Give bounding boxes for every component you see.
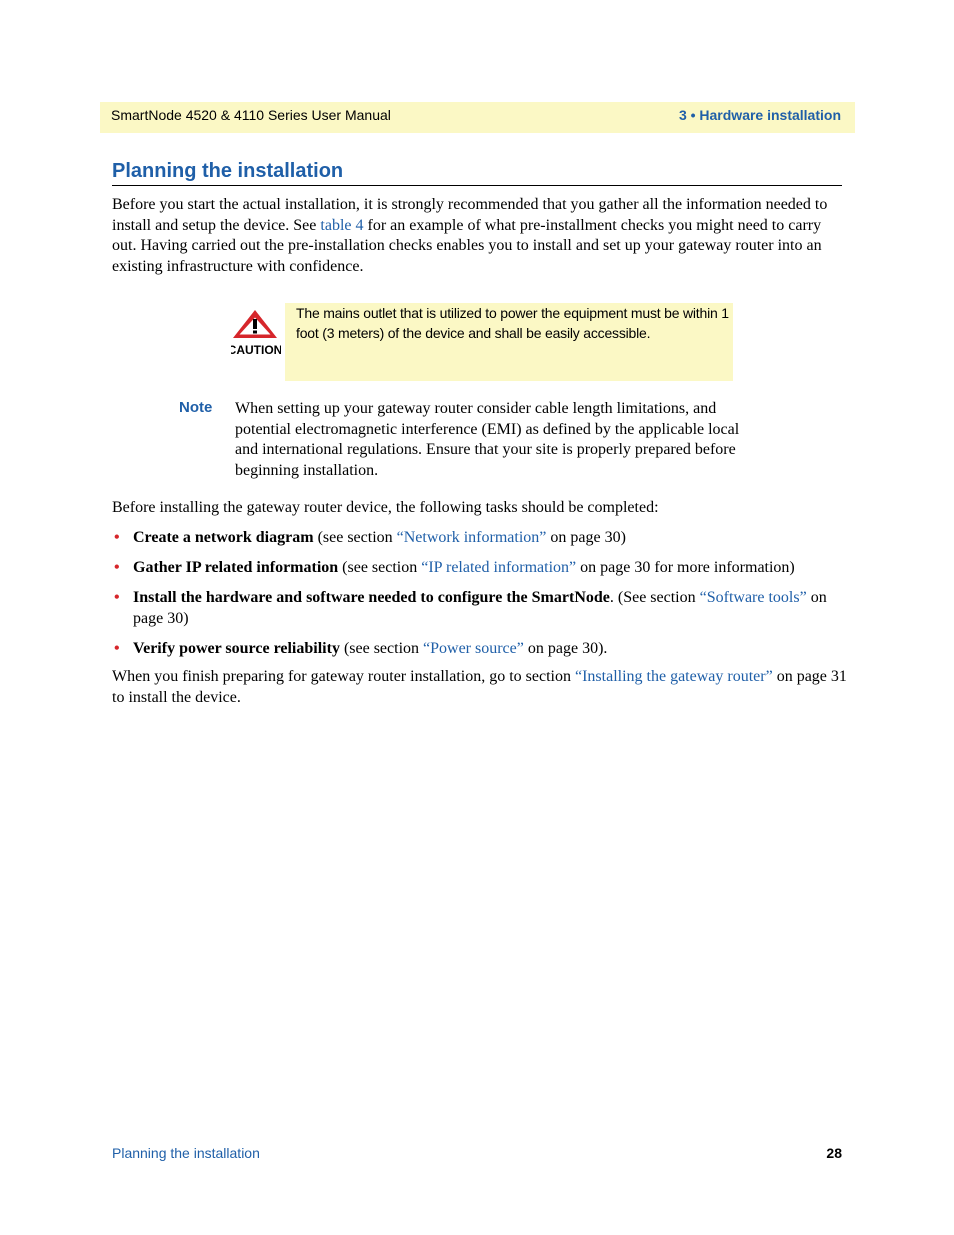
list-item xyxy=(112,639,847,660)
note-text: When setting up your gateway router consider cable length limitations, and potential electromagnetic interference (EMI) as defined by the applicable local and international regulations. Ensure that your site is properly prepared before beginning installation. xyxy=(235,400,740,479)
network-information-link[interactable]: “Network information” xyxy=(396,529,547,546)
task-text: (see section xyxy=(339,639,424,657)
installing-gateway-router-link[interactable]: “Installing the gateway router” xyxy=(574,668,773,685)
task-text: on page 30). xyxy=(523,639,608,657)
task-text: (see section xyxy=(313,529,397,546)
power-source-link[interactable]: “Power source” xyxy=(423,639,524,657)
table-4-link[interactable]: table 4 xyxy=(320,216,364,234)
software-tools-link[interactable]: “Software tools” xyxy=(699,589,807,606)
bullet-icon: • xyxy=(114,529,120,546)
bullet-icon: • xyxy=(114,589,120,606)
bullet-icon: • xyxy=(114,639,120,657)
list-item xyxy=(112,588,847,629)
chapter-title: 3 • Hardware installation xyxy=(678,107,841,123)
bullet-icon: • xyxy=(114,559,120,576)
intro-paragraph xyxy=(112,195,847,277)
ip-related-information-link[interactable]: “IP related information” xyxy=(421,559,577,576)
caution-box xyxy=(285,303,733,381)
running-header xyxy=(100,102,855,133)
manual-title: SmartNode 4520 & 4110 Series User Manual xyxy=(111,107,391,123)
task-text: (see section xyxy=(338,559,422,576)
task-title: Verify power source reliability xyxy=(133,639,340,657)
caution-triangle-icon xyxy=(231,308,281,360)
footer-section-title: Planning the installation xyxy=(112,1145,260,1161)
list-item xyxy=(112,528,847,549)
intro-text-start: Before you start the actual installation, it is strongly recommended that you gather all the information needed to install and setup the device. See xyxy=(112,196,828,234)
task-text: . (See section xyxy=(609,589,700,606)
task-text: on page 30) xyxy=(546,529,626,546)
closing-text-start: When you finish preparing for gateway router installation, go to section xyxy=(112,668,575,685)
task-text: on page 30) xyxy=(133,589,827,627)
task-title: Install the hardware and software needed to configure the SmartNode xyxy=(133,589,610,606)
tasks-intro: Before installing the gateway router device, the following tasks should be completed: xyxy=(112,499,659,516)
list-item xyxy=(112,558,847,579)
caution-label: CAUTION xyxy=(231,343,281,357)
note-label: Note xyxy=(179,399,213,416)
closing-paragraph xyxy=(112,667,847,708)
task-list xyxy=(112,528,847,669)
caution-text: The mains outlet that is utilized to power the equipment must be within 1 foot (3 meters) of the device and shall be easily accessible. xyxy=(296,305,729,341)
task-title: Create a network diagram xyxy=(133,529,314,546)
closing-text-end: on page 31 to install the device. xyxy=(112,668,847,706)
page-number: 28 xyxy=(826,1145,842,1161)
task-text: on page 30 for more information) xyxy=(576,559,795,576)
intro-text-end: for an example of what pre-installment checks you might need to carry out. Having carried out the pre-installation checks enables you to install and set up your gateway router into an existing infrastructure with confidence. xyxy=(112,216,822,275)
section-heading: Planning the installation xyxy=(112,160,842,186)
task-title: Gather IP related information xyxy=(133,559,339,576)
